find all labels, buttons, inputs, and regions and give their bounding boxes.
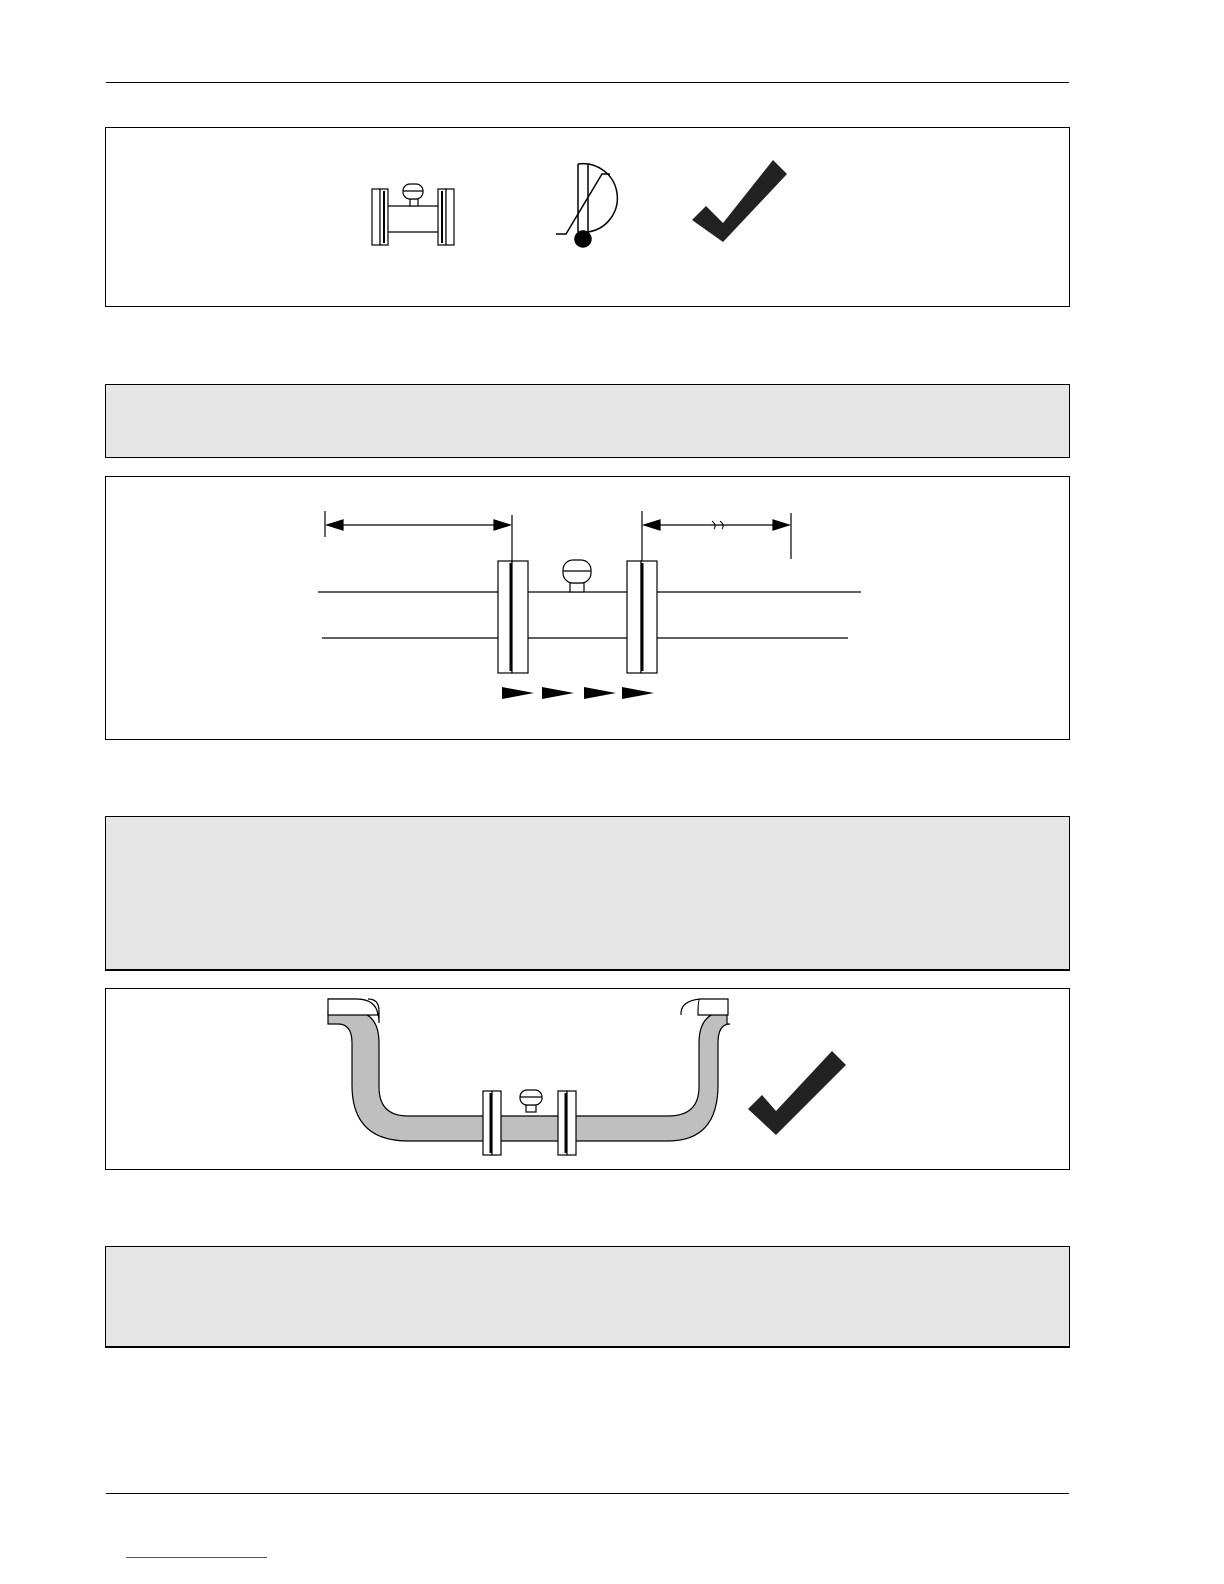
note-box — [105, 816, 1070, 971]
flow-direction-arrows-icon — [502, 687, 654, 699]
link-underline[interactable] — [126, 1557, 267, 1558]
figure-u-pipe-ok — [105, 988, 1070, 1170]
figure-temperature-ok — [105, 127, 1070, 307]
note-box — [105, 384, 1070, 458]
header-rule — [106, 82, 1069, 83]
flowmeter-icon — [498, 560, 657, 673]
thermometer-icon — [556, 164, 617, 247]
u-pipe-icon — [328, 999, 730, 1141]
checkmark-icon — [692, 160, 787, 242]
pipeline — [318, 592, 861, 638]
inlet-dimension-arrow-icon — [325, 511, 512, 577]
figure-inlet-outlet-runs — [105, 476, 1070, 740]
outlet-dimension-arrow-icon — [642, 511, 791, 567]
checkmark-icon — [748, 1051, 846, 1135]
footer-rule — [106, 1493, 1069, 1494]
note-box — [105, 1246, 1070, 1348]
flowmeter-icon — [372, 184, 454, 245]
